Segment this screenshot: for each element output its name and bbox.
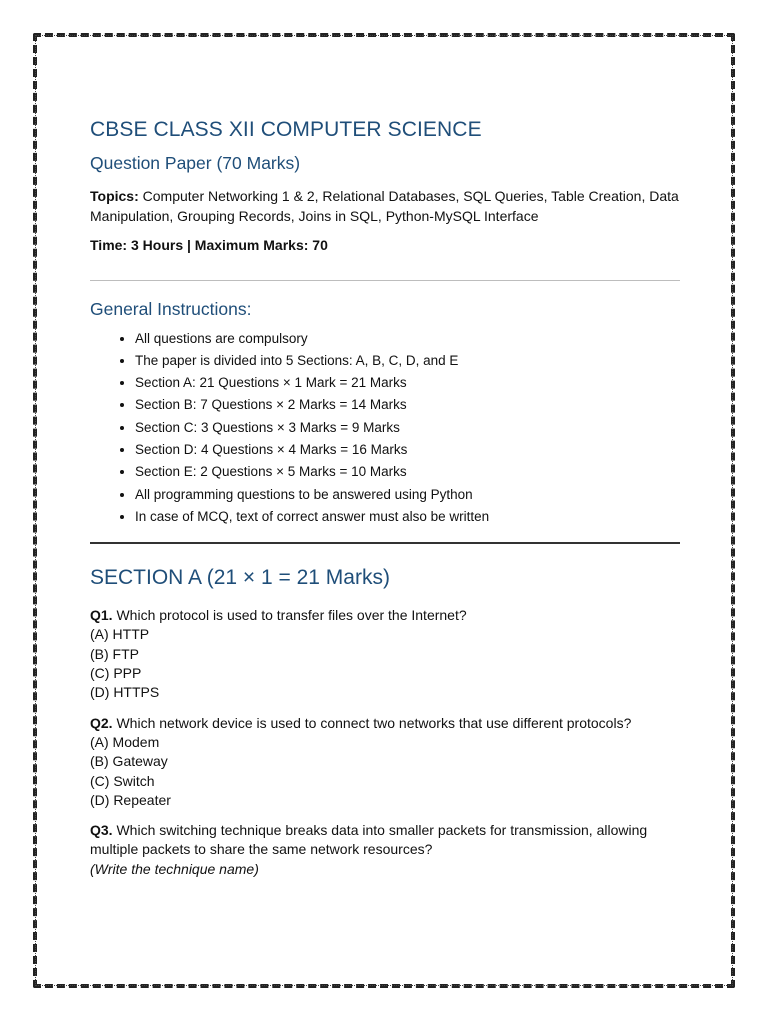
question-text: Which switching technique breaks data into smaller packets for transmission, allowing multiple packets to share the same network resources? xyxy=(90,822,648,858)
instruction-item: • All questions are compulsory xyxy=(135,328,680,350)
document-body xyxy=(90,118,680,890)
question-number: Q2. xyxy=(90,714,113,731)
instruction-item: • In case of MCQ, text of correct answer must also be written xyxy=(135,506,680,528)
question-text: Which network device is used to connect two networks that use different protocols? xyxy=(112,714,632,731)
instruction-item: • Section D: 4 Questions × 4 Marks = 16 Marks xyxy=(135,439,680,461)
instruction-item: • Section C: 3 Questions × 3 Marks = 9 Marks xyxy=(135,417,680,439)
instruction-item: • The paper is divided into 5 Sections: A, B, C, D, and E xyxy=(135,350,680,372)
option: (B) Gateway xyxy=(90,753,168,770)
instruction-item: • Section A: 21 Questions × 1 Mark = 21 Marks xyxy=(135,372,680,394)
question-2 xyxy=(90,714,680,810)
instruction-item: • Section B: 7 Questions × 2 Marks = 14 Marks xyxy=(135,394,680,416)
instructions-list xyxy=(90,328,680,529)
section-a-heading: SECTION A (21 × 1 = 21 Marks) xyxy=(90,566,390,590)
time-marks-line: Time: 3 Hours | Maximum Marks: 70 xyxy=(90,237,328,253)
question-3 xyxy=(90,821,680,879)
page-subtitle: Question Paper (70 Marks) xyxy=(90,153,301,173)
section-divider xyxy=(90,542,680,544)
instructions-heading: General Instructions: xyxy=(90,298,252,319)
instruction-item: • All programming questions to be answered using Python xyxy=(135,484,680,506)
option: (C) PPP xyxy=(90,665,142,682)
page-title: CBSE CLASS XII COMPUTER SCIENCE xyxy=(90,118,482,141)
topics-paragraph xyxy=(90,187,680,226)
option: (D) Repeater xyxy=(90,791,171,808)
question-note: (Write the technique name) xyxy=(90,860,259,877)
question-text: Which protocol is used to transfer files over the Internet? xyxy=(112,607,467,624)
option: (A) HTTP xyxy=(90,626,150,643)
option: (C) Switch xyxy=(90,772,155,789)
question-number: Q1. xyxy=(90,607,113,624)
topics-text: Computer Networking 1 & 2, Relational Databases, SQL Queries, Table Creation, Data Manipulation, Grouping Records, Joins in SQL, Python-MySQL Interface xyxy=(90,188,679,224)
option: (A) Modem xyxy=(90,733,160,750)
divider xyxy=(90,280,680,281)
question-number: Q3. xyxy=(90,822,113,839)
question-1 xyxy=(90,606,680,702)
instruction-item: • Section E: 2 Questions × 5 Marks = 10 Marks xyxy=(135,461,680,483)
option: (D) HTTPS xyxy=(90,684,160,701)
option: (B) FTP xyxy=(90,645,139,662)
topics-label: Topics: xyxy=(90,188,139,204)
